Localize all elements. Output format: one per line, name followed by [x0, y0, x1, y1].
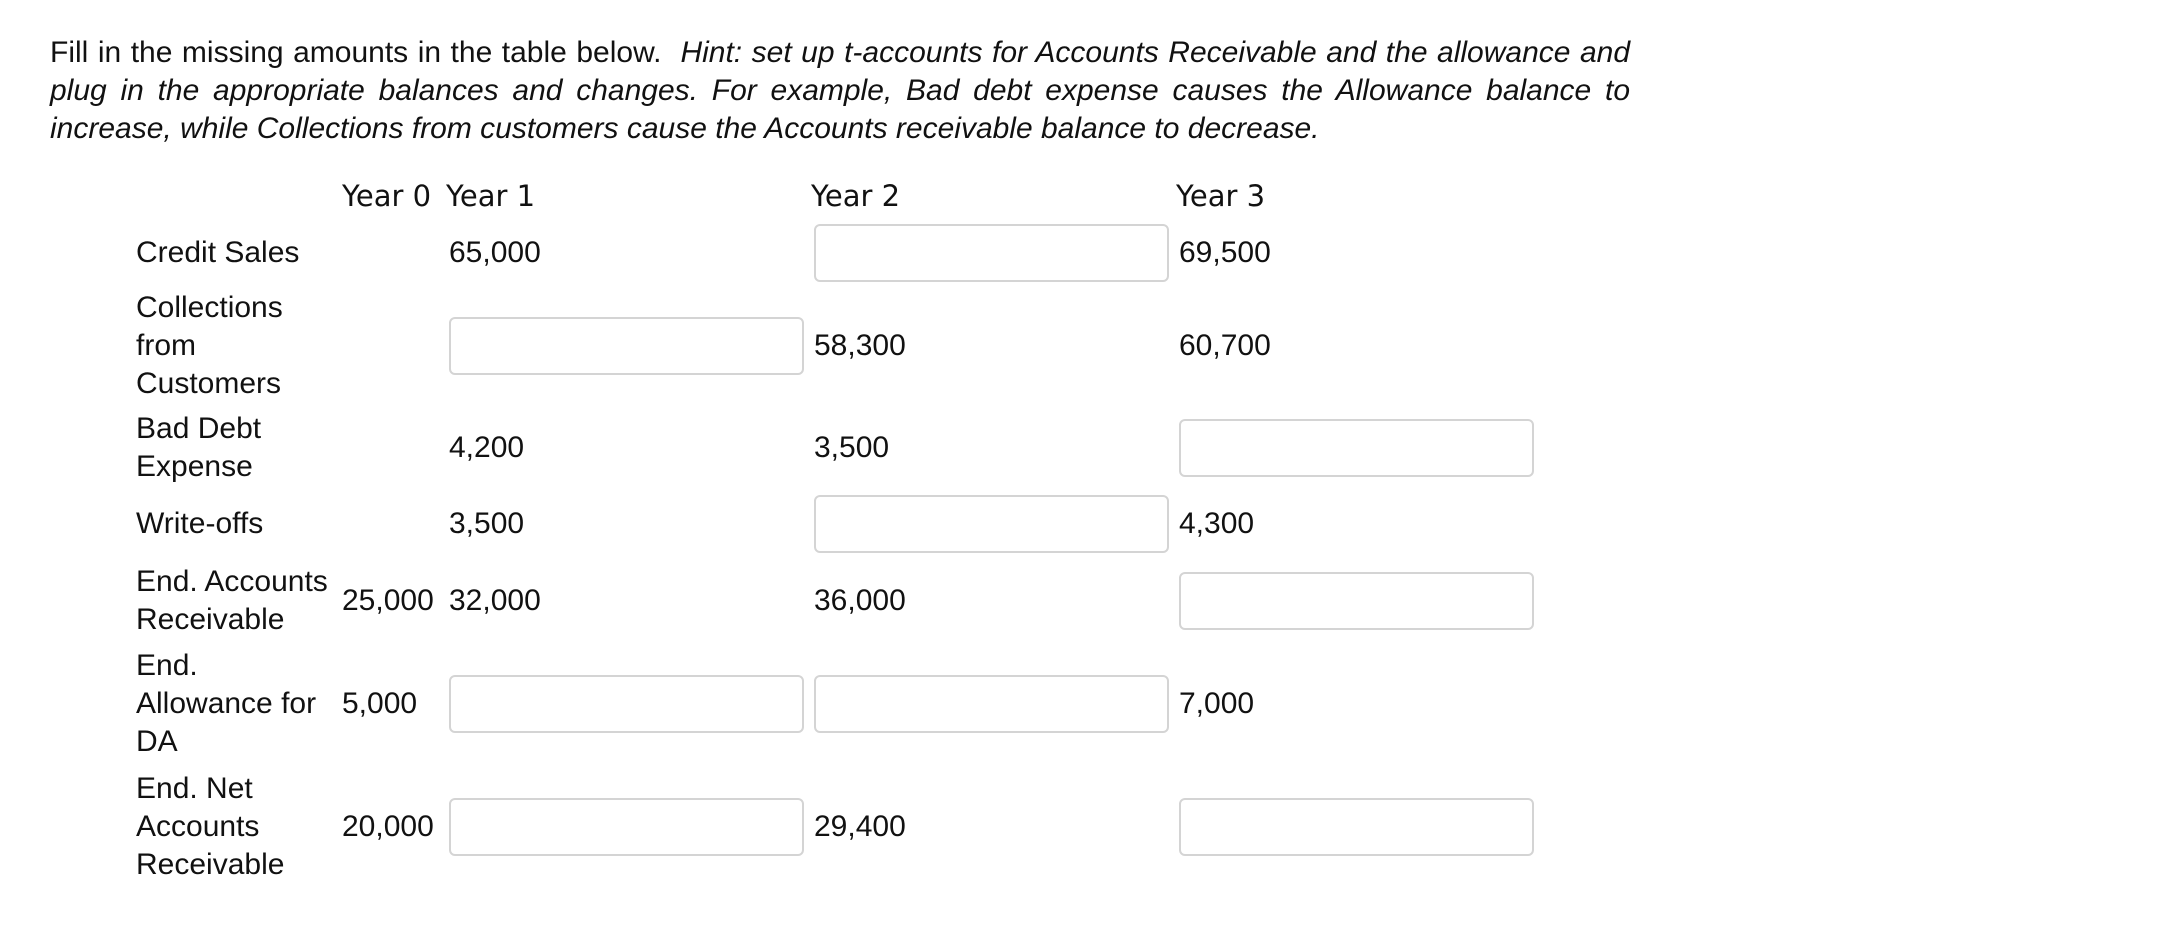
value-cell: 3,500 [814, 431, 890, 464]
answer-input-row6-year2[interactable] [814, 675, 1169, 733]
value-cell: 25,000 [342, 584, 434, 617]
value-cell: 3,500 [449, 507, 525, 540]
row-label: Credit Sales [136, 236, 300, 269]
value-cell: 29,400 [814, 810, 906, 843]
value-cell: 4,300 [1179, 507, 1255, 540]
value-cell: 65,000 [449, 236, 541, 269]
value-cell: 36,000 [814, 584, 906, 617]
header-corner [130, 170, 340, 222]
answer-cell [444, 642, 809, 766]
value-cell: 69,500 [1179, 236, 1271, 269]
answer-cell [444, 766, 809, 888]
answer-input-row1-year2[interactable] [814, 224, 1169, 282]
value-cell: 4,200 [449, 431, 525, 464]
column-header-year-3: Year 3 [1176, 179, 1266, 213]
answer-input-row5-year3[interactable] [1179, 572, 1534, 630]
instructions-lead: Fill in the missing amounts in the table below. [50, 36, 662, 69]
column-header-year-0: Year 0 [342, 179, 432, 213]
answer-cell [1174, 766, 1539, 888]
column-header-year-2: Year 2 [811, 179, 901, 213]
answer-cell [1174, 408, 1539, 488]
value-cell: 5,000 [342, 687, 418, 720]
value-cell: 7,000 [1179, 687, 1255, 720]
instructions-hint: Hint: set up t-accounts for Accounts Receivable and the allowance and plug in the appropriate balances and changes. For example, Bad debt expense causes the Allowance balance to increase, while Collections from customers cause the Accounts receivable balance to decrease. [50, 36, 1631, 145]
value-cell: 20,000 [342, 810, 434, 843]
value-cell [340, 408, 444, 488]
answer-input-row7-year3[interactable] [1179, 798, 1534, 856]
value-cell [340, 284, 444, 408]
row-label: Collections from Customers [136, 291, 283, 400]
answer-cell [1174, 560, 1539, 642]
answer-cell [809, 222, 1174, 284]
answer-input-row7-year1[interactable] [449, 798, 804, 856]
answer-input-row3-year3[interactable] [1179, 419, 1534, 477]
value-cell [340, 222, 444, 284]
answer-input-row4-year2[interactable] [814, 495, 1169, 553]
row-label: End. Net Accounts Receivable [136, 772, 285, 881]
row-label: Bad Debt Expense [136, 412, 262, 483]
answer-input-row2-year1[interactable] [449, 317, 804, 375]
value-cell: 60,700 [1179, 329, 1271, 362]
column-header-year-1: Year 1 [446, 179, 536, 213]
answer-cell [809, 642, 1174, 766]
value-cell [340, 488, 444, 560]
amounts-table [130, 170, 1539, 888]
row-label: Write-offs [136, 507, 264, 540]
answer-cell [809, 488, 1174, 560]
instructions [50, 34, 1630, 148]
row-label: End. Accounts Receivable [136, 565, 328, 636]
value-cell: 32,000 [449, 584, 541, 617]
row-label: End. Allowance for DA [136, 649, 317, 758]
value-cell: 58,300 [814, 329, 906, 362]
answer-cell [444, 284, 809, 408]
answer-input-row6-year1[interactable] [449, 675, 804, 733]
